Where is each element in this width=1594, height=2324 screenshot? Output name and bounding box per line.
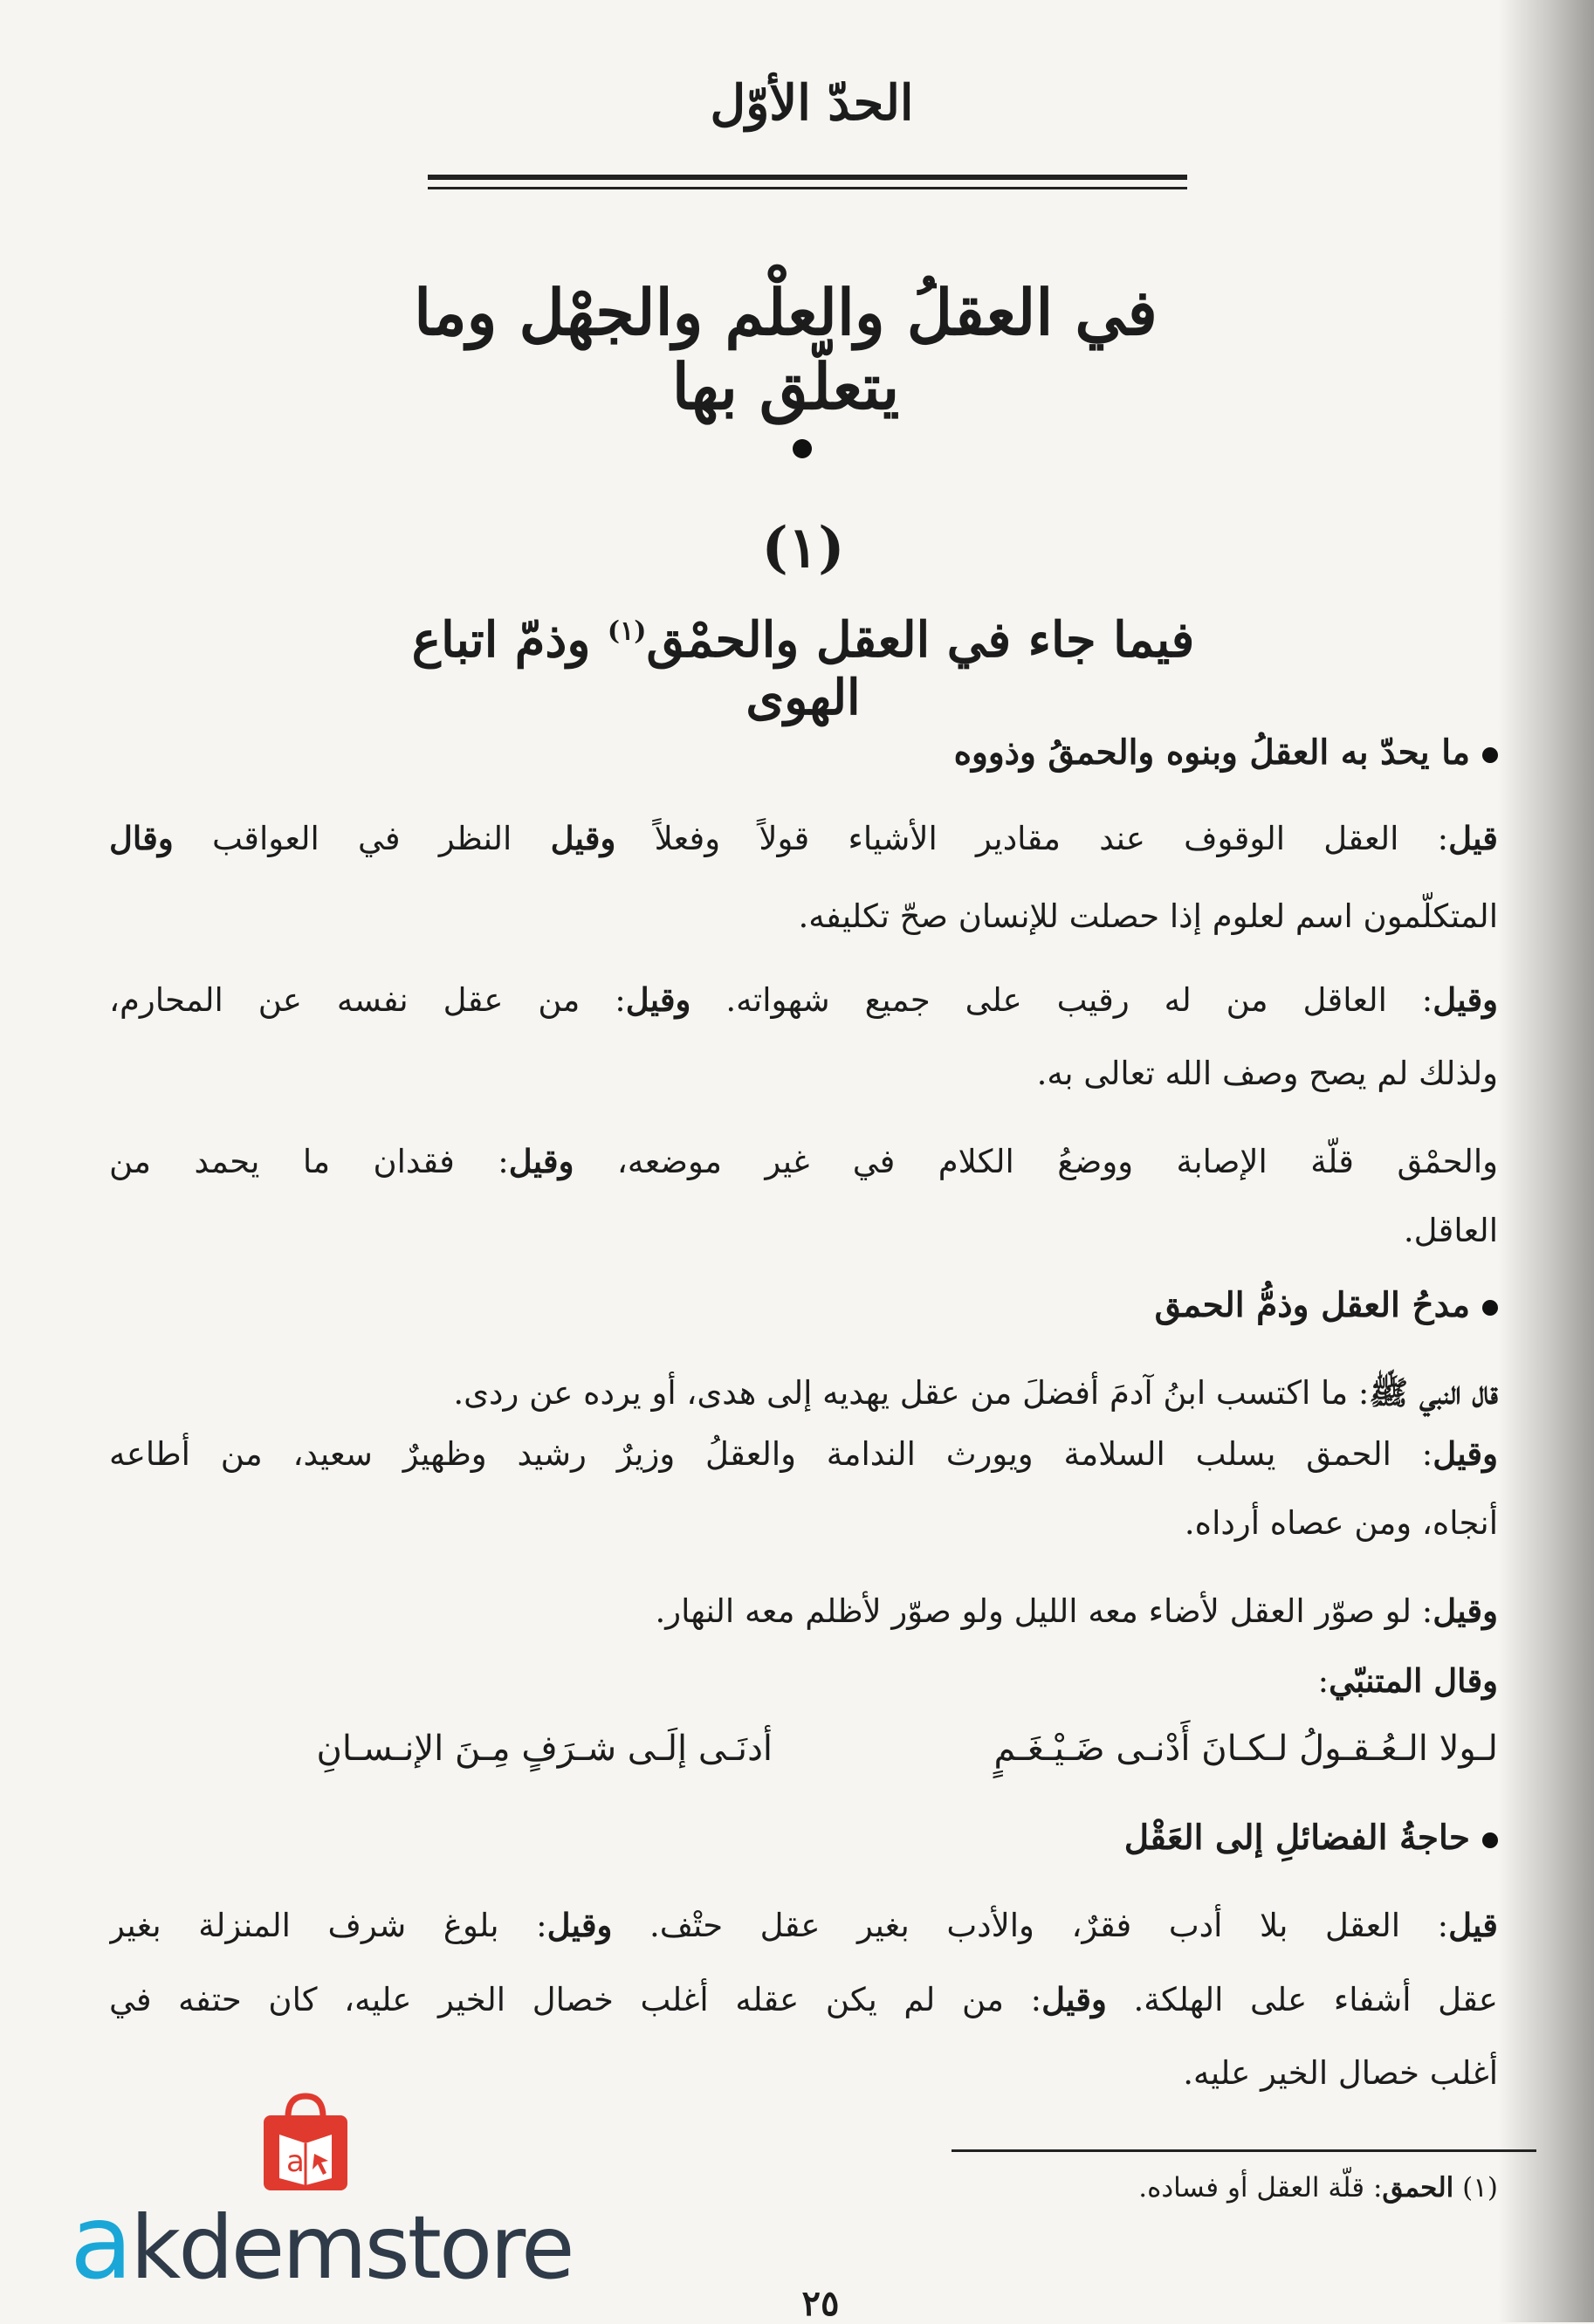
title-rule-thin [428,187,1187,189]
bullet-icon [1482,1300,1498,1316]
title-rule-thick [428,175,1187,180]
footnote-number: (١) [1462,2172,1498,2204]
logo-mark: a [70,2182,131,2302]
text: : من لم يكن عقله أغلب خصال الخير عليه، كان حتفه في [109,1981,1042,2018]
text: عقل أشفاء على الهلكة. [1106,1981,1498,2018]
footnote-rule [952,2149,1536,2152]
bullet-icon [1482,747,1498,763]
center-bullet [793,439,812,458]
paragraph-line: أنجاه، ومن عصاه أرداه. [1184,1504,1498,1542]
paragraph-line [109,973,1498,1027]
text: : بلوغ شرف المنزلة بغير [109,1907,547,1944]
keyword: قيل [1448,1906,1498,1944]
page-number: ٢٥ [801,2283,840,2324]
paragraph-line [109,1427,1498,1481]
keyword: وقيل [1433,1592,1498,1630]
bullet-icon [1482,1832,1498,1848]
heading-text: ما يحدّ به العقلُ وبنوه والحمقُ وذووه [953,732,1470,773]
text: النظر في العواقب [173,820,551,857]
paragraph-line: أغلب خصال الخير عليه. [1183,2054,1498,2092]
text: : العقل بلا أدب فقرٌ، والأدب بغير عقل حتْف. [612,1907,1449,1944]
akdemstore-logo[interactable] [70,2091,573,2302]
text: : الحمق يسلب السلامة ويورث الندامة والعقلُ وزيرٌ رشيد وظهيرٌ سعيد، من أطاعه [109,1435,1433,1473]
paragraph-line [109,1973,1498,2026]
heading-need [109,1812,1498,1864]
text: : لو صوّر العقل لأضاء معه الليل ولو صوّر لأظلم معه النهار. [655,1592,1433,1630]
paragraph-line [109,1585,1498,1638]
text: والحمْق قلّة الإصابة ووضعُ الكلام في غير موضعه، [574,1143,1498,1180]
keyword: وقال المتنبّي [1329,1661,1498,1700]
keyword: وقيل [508,1142,574,1180]
svg-text:a: a [286,2144,305,2179]
keyword: وقيل [1041,1980,1107,2018]
paragraph-line [109,1366,1498,1420]
keyword: وقيل [1433,1434,1498,1473]
keyword: وقيل [625,980,691,1019]
section-title: في العقلُ والعلْم والجهْل وما يتعلّق بها [414,275,1158,423]
keyword: وقيل [546,1906,613,1944]
scan-edge-shadow [1498,0,1594,2322]
keyword: قال النبي ﷺ [1369,1373,1498,1412]
keyword: وقال [109,819,174,857]
footnote-ref: (١) [607,615,647,647]
paragraph-line: المتكلّمون اسم لعلوم إذا حصلت للإنسان صحّ تكليفه. [798,897,1498,935]
keyword: قيل [1448,819,1498,857]
footnote [1138,2172,1498,2204]
verse-first-hemistich: لـولا الـعُـقـولُ لـكـانَ أَدْنـى ضَـيْـغَـمٍ [993,1729,1498,1769]
chapter-title: الحدّ الأوّل [710,74,914,132]
text: : ما اكتسب ابنُ آدمَ أفضلَ من عقل يهديه إلى هدى، أو يرده عن ردى. [453,1374,1370,1412]
text: : من عقل نفسه عن المحارم، [109,981,626,1019]
text: : فقدان ما يحمد من [109,1143,509,1180]
text: : العاقل من له رقيب على جميع شهواته. [691,981,1433,1019]
heading-praise [109,1279,1498,1331]
text: : العقل الوقوف عند مقادير الأشياء قولاً وفعلاً [615,820,1449,857]
paragraph-line: العاقل. [1403,1212,1498,1249]
subsection-title [349,611,1257,726]
shopping-bag-icon [253,2091,358,2196]
heading-definition [109,726,1498,779]
keyword: وقيل [1433,980,1498,1019]
paragraph-line [109,1654,1498,1708]
footnote-text: : قلّة العقل أو فساده. [1138,2172,1383,2204]
subsection-title-main: فيما جاء في العقل والحمْق [646,611,1195,669]
subsection-title-end: وذمّ اتباع الهوى [411,611,861,726]
logo-name: kdemstore [130,2197,573,2299]
heading-text: حاجةُ الفضائلِ إلى العَقْل [1123,1818,1470,1858]
paragraph-line [109,1135,1498,1188]
text: : [1317,1662,1329,1700]
paragraph-line [109,1899,1498,1952]
footnote-label: الحمق [1382,2172,1454,2204]
heading-text: مدحُ العقل وذمُّ الحمق [1154,1285,1470,1325]
keyword: وقيل [550,819,616,857]
logo-wordmark [70,2182,573,2302]
paragraph-line [109,812,1498,865]
subsection-number: (١) [761,515,845,581]
verse-second-hemistich: أدنَـى إلَـى شـرَفٍ مِـنَ الإنـسـانِ [316,1729,773,1769]
paragraph-line: ولذلك لم يصح وصف الله تعالى به. [1036,1055,1498,1092]
